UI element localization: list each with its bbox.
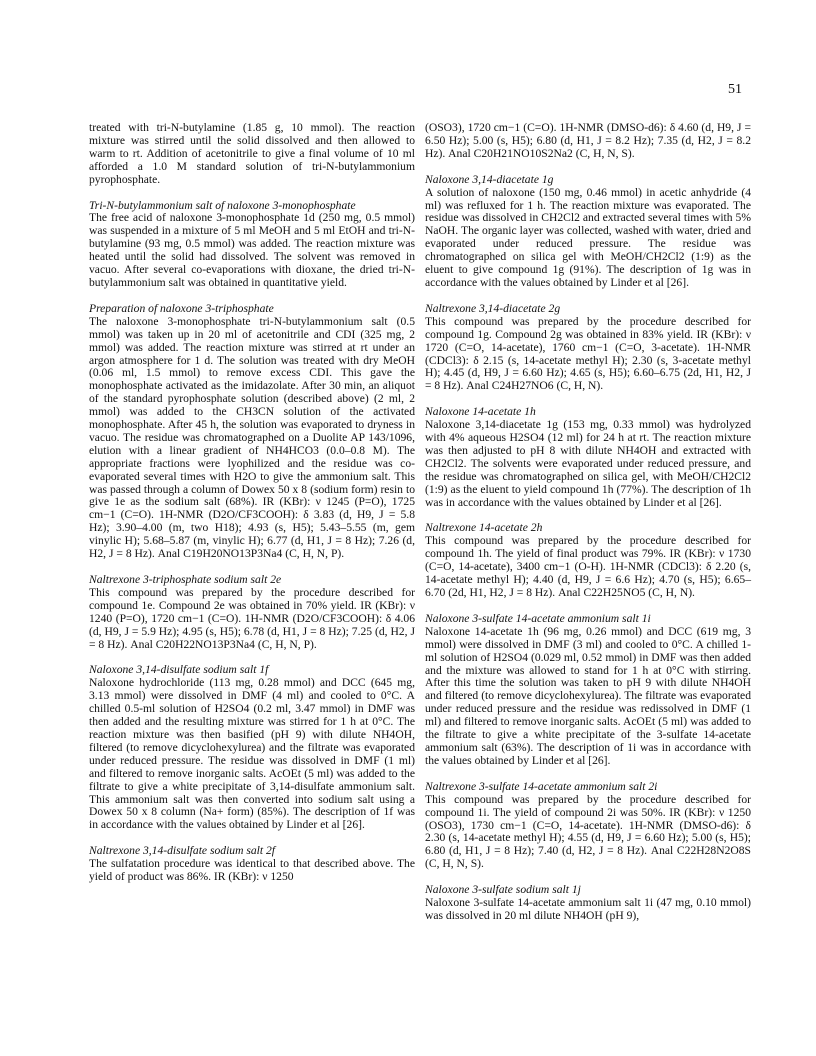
right-column — [425, 122, 751, 936]
section-body: The naloxone 3-monophosphate tri-N-butylammonium salt (0.5 mmol) was taken up in 20 ml of acetonitrile and CDI (325 mg, 2 mmol) was added. The reaction mixture was stirred at rt under an argon atmosphere for 1 d. The solution was treated with dry MeOH (0.06 ml, 1.5 mmol) to remove excess CDI. This gave the monophosphate activated as the imidazolate. After 30 min, an aliquot of the standard pyrophosphate solution (described above) (2 ml, 2 mmol) was added to the CH3CN solution of the activated monophosphate. After 45 h, the solution was evaporated to dryness in vacuo. The residue was chromatographed on a Duolite AP 143/1096, elution with a linear gradient of NH4HCO3 (0.0–0.8 M). The appropriate fractions were lyophilized and the residue was co-evaporated several times with H2O to give the ammonium salt. This was passed through a column of Dowex 50 x 8 (sodium form) resin to give 1e as the sodium salt (68%). IR (KBr): ν 1245 (P=O), 1725 cm−1 (C=O). 1H-NMR (D2O/CF3COOH): δ 3.83 (d, H9, J = 5.8 Hz); 3.90–4.00 (m, two H18); 4.93 (s, H5); 5.43–5.55 (m, gem vinylic H); 5.68–5.87 (m, vinylic H); 6.77 (d, H1, J = 8 Hz); 7.26 (d, H2, J = 8 Hz). Anal C19H20NO13P3Na4 (C, H, N, P). — [89, 314, 415, 561]
section-body: Naloxone 14-acetate 1h (96 mg, 0.26 mmol) and DCC (619 mg, 3 mmol) were dissolved in DMF (3 ml) and cooled to 0°C. A chilled 1-ml solution of H2SO4 (0.029 ml, 0.52 mmol) in DMF was then added and the mixture was allowed to stand for 1 h at 0°C with stirring. After this time the solution was taken to pH 9 with dilute NH4OH and filtered (to remove dicyclohexylurea). The filtrate was evaporated under reduced pressure and the residue was redissolved in DMF (1 ml) and filtered to remove inorganic salts. AcOEt (5 ml) was added to the filtrate to give a white precipitate of the 3-sulfate 14-acetate ammonium salt (63%). The description of 1i was in accordance with the values obtained by Linder et al [26]. — [425, 624, 751, 767]
section-naltrexone-diacetate — [425, 303, 751, 393]
section-heading: Naltrexone 3-sulfate 14-acetate ammonium salt 2i — [425, 779, 658, 793]
section-body: A solution of naloxone (150 mg, 0.46 mmol) in acetic anhydride (4 ml) was refluxed for 1 h. The reaction mixture was evaporated. The residue was dissolved in CH2Cl2 and extracted several times with 5% NaOH. The organic layer was collected, washed with water, dried and evaporated under reduced pressure. The residue was chromatographed on silica gel with MeOH/CH2Cl2 (1:9) as the eluent to give compound 1g (91%). The description of 1g was in accordance with the values obtained by Linder et al [26]. — [425, 185, 751, 289]
section-body: Naloxone 3,14-diacetate 1g (153 mg, 0.33 mmol) was hydrolyzed with 4% aqueous H2SO4 (12 ml) for 24 h at rt. The reaction mixture was then adjusted to pH 8 with dilute NH4OH and extracted with CH2Cl2. The solvents were evaporated under reduced pressure, and the residue was chromatographed on silica gel, with MeOH/CH2Cl2 (1:9) as the eluent to yield compound 1h (77%). The description of 1h was in accordance with the values obtained by Linder et al [26]. — [425, 418, 751, 509]
section-heading: Naltrexone 14-acetate 2h — [425, 521, 543, 535]
left-column — [89, 122, 415, 897]
section-heading: Naltrexone 3-triphosphate sodium salt 2e — [89, 573, 282, 586]
section-heading: Tri-N-butylammonium salt of naloxone 3-monophosphate — [89, 198, 356, 212]
section-body: This compound was prepared by the procedure described for compound 1i. The yield of compound 2i was 50%. IR (KBr): ν 1250 (OSO3), 1730 cm−1 (C=O, 14-acetate). 1H-NMR (DMSO-d6): δ 2.30 (s, 14-acetate methyl H); 4.55 (d, H9, J = 6.60 Hz); 5.00 (s, H5); 6.80 (d, H1, J = 8 Hz); 7.40 (d, H2, J = 8 Hz). Anal C22H28N2O8S (C, H, N, S). — [425, 792, 751, 871]
section-naloxone-14-acetate — [425, 406, 751, 509]
section-continuation — [89, 122, 415, 187]
section-body: This compound was prepared by the procedure described for compound 1h. The yield of final product was 79%. IR (KBr): ν 1730 (C=O, 14-acetate), 3400 cm−1 (O-H). 1H-NMR (CDCl3): δ 2.20 (s, 14-acetate methyl H); 4.40 (d, H9, J = 6.6 Hz); 4.70 (s, H5); 6.65–6.70 (2d, H1, H2, J = 8 Hz). Anal C22H25NO5 (C, H, N). — [425, 534, 751, 599]
section-heading: Naloxone 3-sulfate 14-acetate ammonium salt 1i — [425, 611, 651, 625]
section-body: Naloxone hydrochloride (113 mg, 0.28 mmol) and DCC (645 mg, 3.13 mmol) were dissolved in DMF (4 ml) and cooled to 0°C. A chilled 0.5-ml solution of H2SO4 (0.2 ml, 3.47 mmol) in DMF was then added and the resulting mixture was stirred for 1 h at 0°C. The reaction mixture was then basified (pH 9) with dilute NH4OH, filtered (to remove dicyclohexylurea) and the filtrate was evaporated under reduced pressure. The residue was dissolved in DMF (1 ml) and filtered to remove inorganic salts. AcOEt (5 ml) was added to the filtrate to give a white precipitate of 3,14-disulfate ammonium salt. This ammonium salt was then converted into sodium salt using a Dowex 50 x 8 column (Na+ form) (85%). The description of 1f was in accordance with the values obtained by Linder et al [26]. — [89, 676, 415, 832]
section-heading: Preparation of naloxone 3-triphosphate — [89, 301, 274, 315]
section-naloxone-diacetate — [425, 174, 751, 290]
section-naltrexone-sulfate-acetate — [425, 781, 751, 871]
section-continuation — [425, 122, 751, 161]
section-naltrexone-triphosphate — [89, 574, 415, 651]
section-tributylammonium-salt — [89, 200, 415, 290]
section-naloxone-sulfate-acetate — [425, 613, 751, 768]
section-body: treated with tri-N-butylamine (1.85 g, 10 mmol). The reaction mixture was stirred until the solid dissolved and then allowed to warm to rt. Addition of acetonitrile to give a final volume of 10 ml afforded a 1.0 M standard solution of tri-N-butylammonium pyrophosphate. — [89, 121, 415, 186]
section-heading: Naloxone 14-acetate 1h — [425, 405, 536, 419]
section-naltrexone-disulfate — [89, 845, 415, 884]
section-heading: Naltrexone 3,14-diacetate 2g — [425, 301, 561, 315]
section-body: This compound was prepared by the procedure described for compound 1e. Compound 2e was obtained in 70% yield. IR (KBr): ν 1240 (P=O), 1720 cm−1 (C=O). 1H-NMR (D2O/CF3COOH): δ 4.06 (d, H9, J = 5.9 Hz); 4.95 (s, H5); 6.78 (d, H1, J = 8 Hz); 7.25 (d, H2, J = 8 Hz). Anal C20H22NO13P3Na4 (C, H, N, P). — [89, 585, 415, 651]
section-naloxone-sulfate-sodium — [425, 884, 751, 923]
section-body: (OSO3), 1720 cm−1 (C=O). 1H-NMR (DMSO-d6): δ 4.60 (d, H9, J = 6.50 Hz); 5.00 (s, H5); 6.80 (d, H1, J = 8.2 Hz); 7.35 (d, H2, J = 8.2 Hz). Anal C20H21NO10S2Na2 (C, H, N, S). — [425, 121, 751, 160]
section-body: The sulfatation procedure was identical to that described above. The yield of product was 86%. IR (KBr): ν 1250 — [89, 857, 415, 884]
section-body: The free acid of naloxone 3-monophosphate 1d (250 mg, 0.5 mmol) was suspended in a mixture of 5 ml MeOH and 5 ml EtOH and tri-N-butylamine (93 mg, 0.5 mmol) was added. The reaction mixture was heated until the solid had dissolved. The solvent was removed in vacuo. After several co-evaporations with dioxane, the dried tri-N-butylammonium salt was obtained in quantitative yield. — [89, 211, 415, 289]
section-heading: Naloxone 3-sulfate sodium salt 1j — [425, 883, 581, 897]
section-heading: Naloxone 3,14-diacetate 1g — [425, 172, 554, 186]
section-naltrexone-14-acetate — [425, 522, 751, 599]
section-heading: Naloxone 3,14-disulfate sodium salt 1f — [89, 663, 269, 677]
section-heading: Naltrexone 3,14-disulfate sodium salt 2f — [89, 844, 276, 858]
section-naloxone-disulfate — [89, 664, 415, 832]
section-body: This compound was prepared by the procedure described for compound 1g. Compound 2g was obtained in 83% yield. IR (KBr): ν 1720 (C=O, 14-acetate), 1760 cm−1 (C=O, 3-acetate). 1H-NMR (CDCl3): δ 2.15 (s, 14-acetate methyl H); 2.30 (s, 3-acetate methyl H); 4.45 (d, H9, J = 6.60 Hz); 4.65 (s, H5); 6.60–6.75 (2d, H1, H2, J = 8 Hz). Anal C24H27NO6 (C, H, N). — [425, 314, 751, 393]
section-body: Naloxone 3-sulfate 14-acetate ammonium salt 1i (47 mg, 0.10 mmol) was dissolved in 20 ml dilute NH4OH (pH 9), — [425, 896, 751, 922]
section-naloxone-triphosphate — [89, 303, 415, 561]
page-number: 51 — [728, 82, 742, 97]
